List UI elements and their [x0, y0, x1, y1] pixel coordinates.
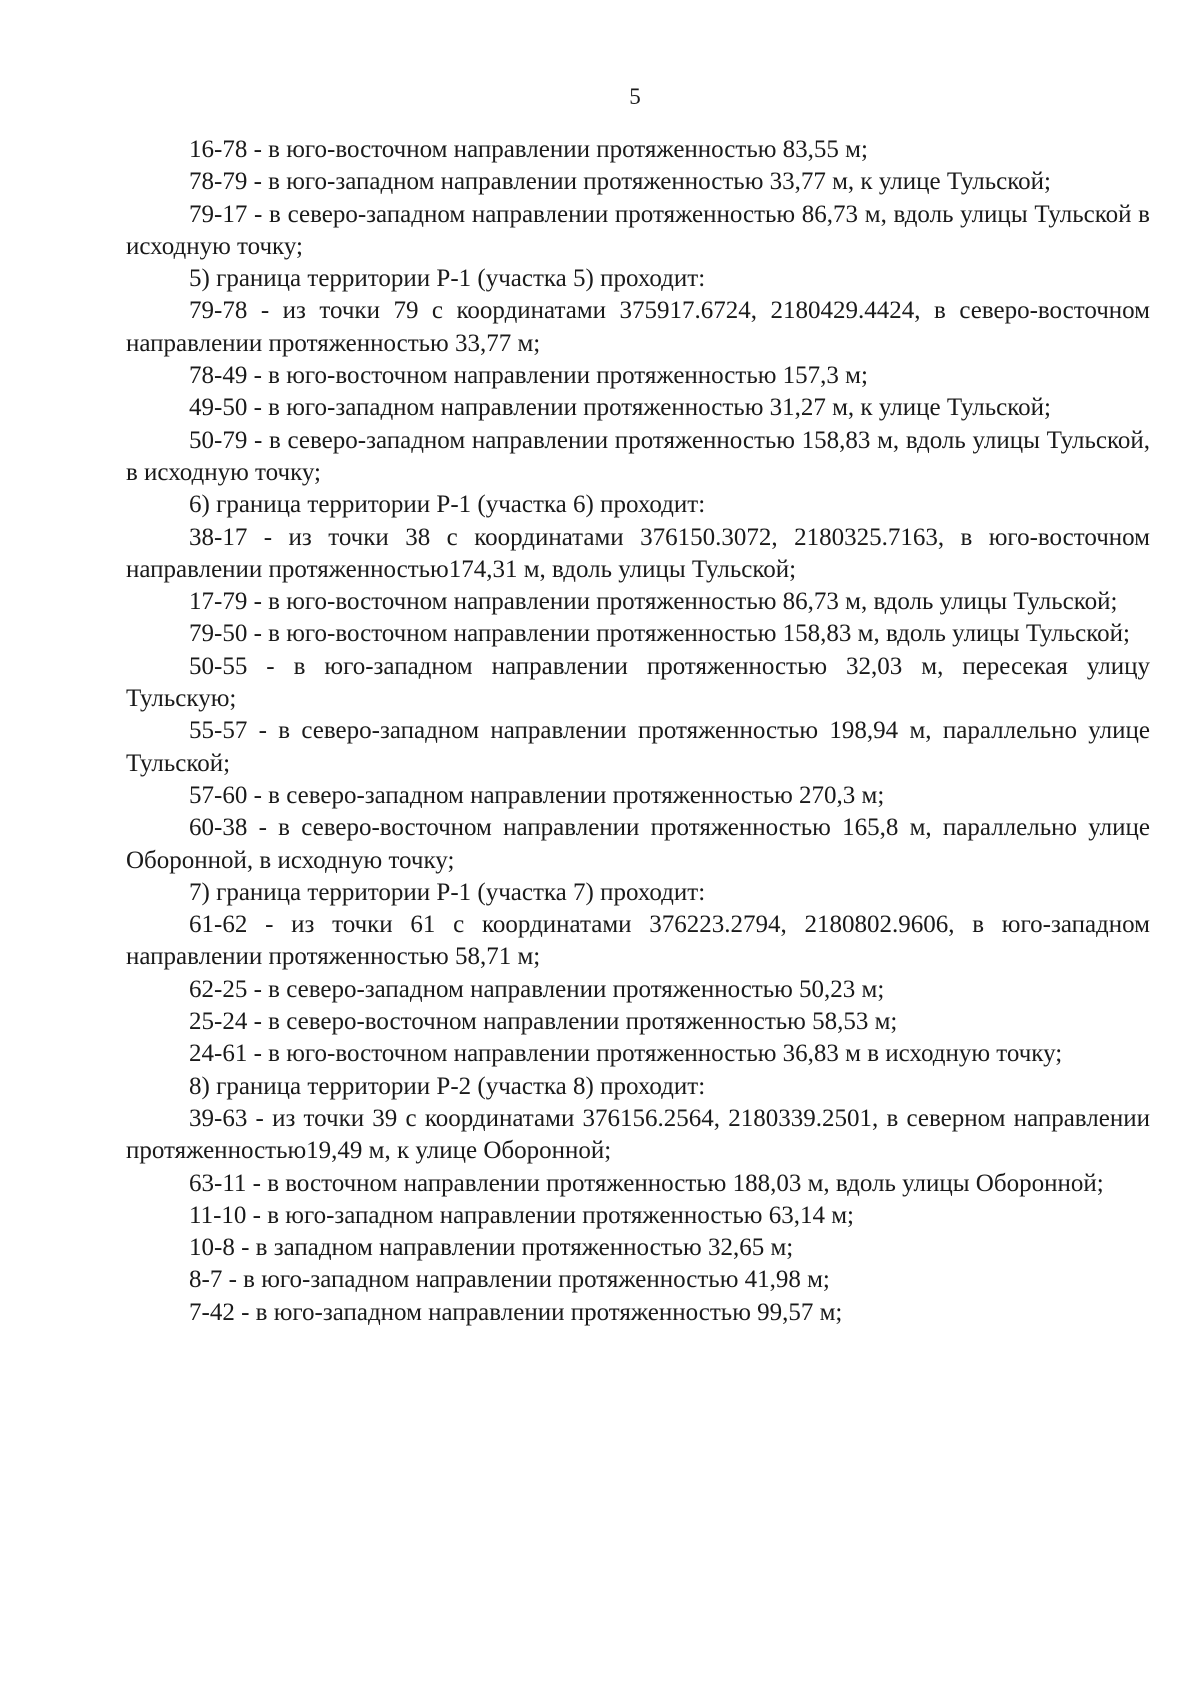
paragraph: 16-78 - в юго-восточном направлении протяженностью 83,55 м;: [189, 136, 868, 163]
paragraph: 7-42 - в юго-западном направлении протяженностью 99,57 м;: [189, 1298, 843, 1326]
paragraph: 38-17 - из точки 38 с координатами 376150.3072, 2180325.7163, в юго-восточном направлении протяженностью174,31 м, вдоль улицы Тульской;: [126, 523, 1150, 583]
paragraph: 24-61 - в юго-восточном направлении протяженностью 36,83 м в исходную точку;: [189, 1040, 1063, 1068]
paragraph: 78-79 - в юго-западном направлении протяженностью 33,77 м, к улице Тульской;: [189, 168, 1051, 196]
paragraph: 55-57 - в северо-западном направлении протяженностью 198,94 м, параллельно улице Тульской;: [126, 717, 1150, 777]
document-body: [126, 134, 1150, 1329]
paragraph: 49-50 - в юго-западном направлении протяженностью 31,27 м, к улице Тульской;: [189, 394, 1051, 422]
paragraph: 5) граница территории Р-1 (участка 5) проходит:: [189, 265, 706, 293]
paragraph: 25-24 - в северо-восточном направлении протяженностью 58,53 м;: [189, 1008, 898, 1036]
paragraph: 7) граница территории Р-1 (участка 7) проходит:: [189, 878, 706, 906]
paragraph: 62-25 - в северо-западном направлении протяженностью 50,23 м;: [189, 975, 885, 1003]
paragraph: 61-62 - из точки 61 с координатами 376223.2794, 2180802.9606, в юго-западном направлении протяженностью 58,71 м;: [126, 911, 1150, 971]
paragraph: 57-60 - в северо-западном направлении протяженностью 270,3 м;: [189, 781, 885, 809]
paragraph: 78-49 - в юго-восточном направлении протяженностью 157,3 м;: [189, 362, 868, 390]
paragraph: 17-79 - в юго-восточном направлении протяженностью 86,73 м, вдоль улицы Тульской;: [189, 588, 1118, 616]
paragraph: 8) граница территории Р-2 (участка 8) проходит:: [189, 1072, 706, 1100]
paragraph: 63-11 - в восточном направлении протяженностью 188,03 м, вдоль улицы Оборонной;: [189, 1169, 1104, 1197]
paragraph: 6) граница территории Р-1 (участка 6) проходит:: [189, 491, 706, 519]
paragraph: 39-63 - из точки 39 с координатами 376156.2564, 2180339.2501, в северном направлении протяженностью19,49 м, к улице Оборонной;: [126, 1104, 1150, 1165]
paragraph: 50-79 - в северо-западном направлении протяженностью 158,83 м, вдоль улицы Тульской, в исходную точку;: [126, 426, 1150, 486]
page-number: 5: [629, 84, 641, 109]
paragraph: 79-78 - из точки 79 с координатами 375917.6724, 2180429.4424, в северо-восточном направлении протяженностью 33,77 м;: [126, 297, 1150, 357]
paragraph: 11-10 - в юго-западном направлении протяженностью 63,14 м;: [189, 1201, 854, 1229]
paragraph: 8-7 - в юго-западном направлении протяженностью 41,98 м;: [189, 1266, 830, 1294]
paragraph: 79-50 - в юго-восточном направлении протяженностью 158,83 м, вдоль улицы Тульской;: [189, 620, 1130, 648]
paragraph: 50-55 - в юго-западном направлении протяженностью 32,03 м, пересекая улицу Тульскую;: [126, 652, 1150, 713]
paragraph: 60-38 - в северо-восточном направлении протяженностью 165,8 м, параллельно улице Оборонной, в исходную точку;: [126, 814, 1150, 874]
paragraph: 10-8 - в западном направлении протяженностью 32,65 м;: [189, 1234, 794, 1262]
paragraph: 79-17 - в северо-западном направлении протяженностью 86,73 м, вдоль улицы Тульской в исходную точку;: [126, 200, 1150, 260]
